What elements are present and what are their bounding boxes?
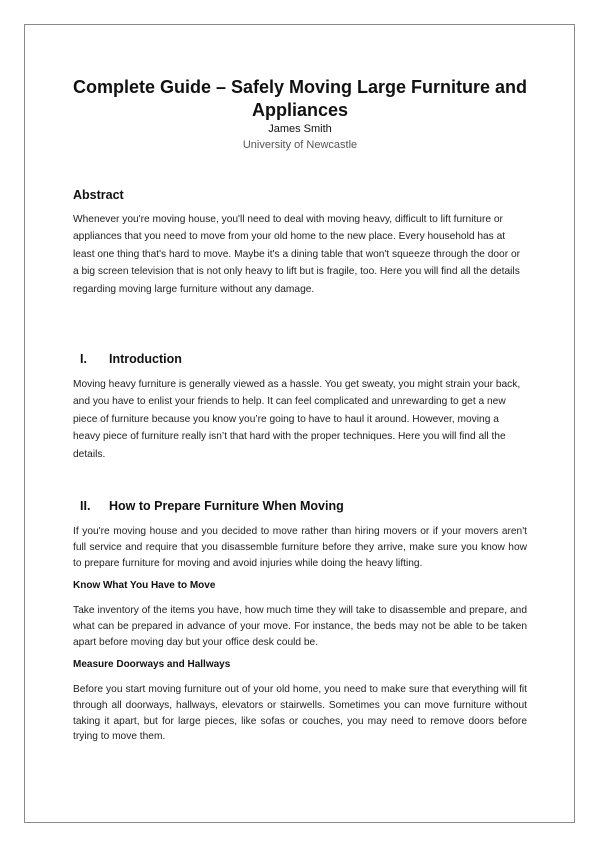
document-title: Complete Guide – Safely Moving Large Furniture and Appliances [72, 77, 528, 120]
section-heading-prepare-furniture [80, 499, 344, 513]
abstract-text: Whenever you're moving house, you'll need to deal with moving heavy, difficult to lift furniture or appliances that you need to move from your old home to the new place. Every household has at least one thing that's hard to move. Maybe it's a dining table that won't squeeze through the door or a big screen television that is not only heavy to lift but is fragile, too. Here you will find all the details regarding moving large furniture without any damage. [73, 214, 521, 295]
introduction-text: Moving heavy furniture is generally viewed as a hassle. You get sweaty, you might strain your back, and you have to enlist your friends to help. It can feel complicated and unrewarding to get a new piece of furniture because you know you’re going to have to haul it around. However, moving a heavy piece of furniture really isn’t that hard with the proper techniques. Here you will find all the details. [73, 379, 521, 460]
author-name: James Smith [268, 123, 332, 135]
know-what-text: Take inventory of the items you have, how much time they will take to disassemble and prepare, and what can be prepared in advance of your move. For instance, the beds may not be able to be taken apart before moving day but your office desk could be. [73, 605, 527, 648]
section-heading-introduction [80, 352, 182, 366]
subsection-heading-measure-doorways: Measure Doorways and Hallways [73, 659, 231, 670]
section-title: How to Prepare Furniture When Moving [109, 499, 344, 513]
abstract-heading: Abstract [73, 188, 124, 202]
subsection-heading-know-what: Know What You Have to Move [73, 580, 216, 591]
prepare-furniture-text: If you're moving house and you decided to move rather than hiring movers or if your movers aren't full service and require that you disassemble furniture before they arrive, make sure you know how to prepare furniture for moving and avoid injuries while doing the heavy lifting. [73, 526, 527, 569]
measure-doorways-text: Before you start moving furniture out of your old home, you need to make sure that everything will fit through all doorways, hallways, elevators or stairwells. Sometimes you can move furniture without taking it apart, but for large pieces, like sofas or couches, you may need to remove doors before trying to move them. [73, 684, 527, 743]
author-affiliation: University of Newcastle [242, 139, 358, 151]
section-number: II. [80, 499, 91, 513]
section-title: Introduction [109, 352, 182, 366]
section-number: I. [80, 352, 87, 366]
